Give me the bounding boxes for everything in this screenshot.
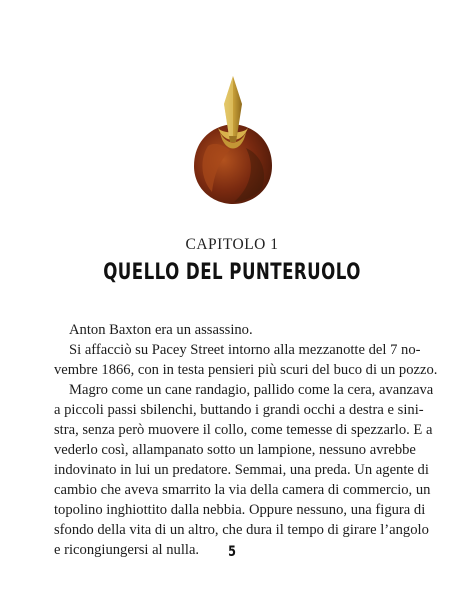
text-line: e ricongiungersi al nulla.: [54, 542, 200, 558]
text-line: stra, senza però muovere il collo, come temesse di spezzarlo. E a: [54, 422, 433, 438]
body-text: [54, 320, 438, 560]
chapter-title: QUELLO DEL PUNTERUOLO: [103, 259, 361, 285]
text-line: Si affacciò su Pacey Street intorno alla mezzanotte del 7 no-: [69, 342, 421, 358]
chapter-label: CAPITOLO 1: [185, 236, 279, 253]
text-line: a piccoli passi sbilenchi, buttando i grandi occhi a destra e sini-: [54, 402, 424, 418]
text-line: indovinato in lui un predatore. Semmai, una preda. Un agente di: [54, 462, 429, 478]
text-line: Anton Baxton era un assassino.: [69, 322, 253, 338]
text-line: sfondo della vita di un altro, che dura il tempo di girare l’angolo: [54, 522, 429, 538]
page-number: 5: [228, 544, 236, 560]
text-line: topolino inghiottito dalla nebbia. Oppure nessuno, una figura di: [54, 502, 426, 518]
awl-onion-icon: [190, 74, 276, 206]
text-line: Magro come un cane randagio, pallido come la cera, avanzava: [69, 382, 434, 398]
text-line: vembre 1866, con in testa pensieri più scuri del buco di un pozzo.: [54, 362, 438, 378]
text-line: vederlo così, allampanato sotto un lampione, nessuno avrebbe: [54, 442, 416, 458]
text-line: cambio che aveva smarrito la via della camera di commercio, un: [54, 482, 431, 498]
